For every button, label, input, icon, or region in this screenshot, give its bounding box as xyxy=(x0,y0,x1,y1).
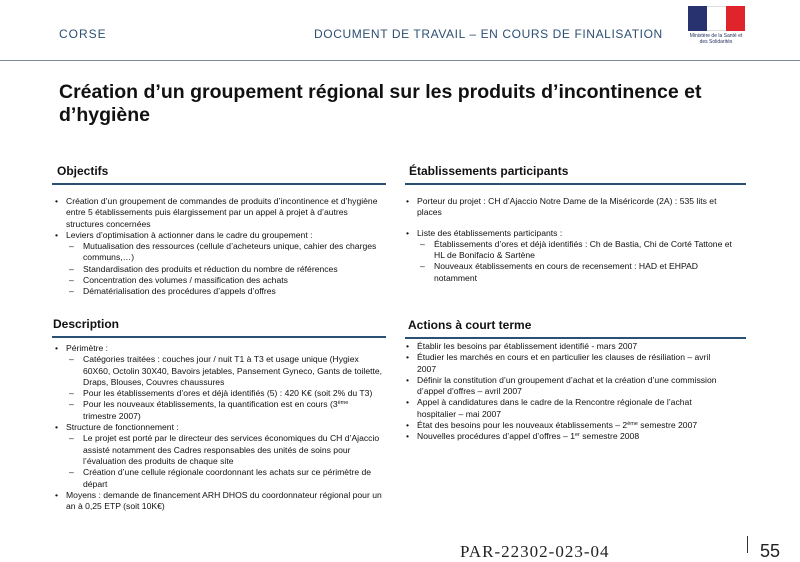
list-item-text: Nouveaux établissements en cours de recensement : HAD et EHPAD notamment xyxy=(434,261,698,283)
list-item xyxy=(54,490,384,513)
section-rule-description xyxy=(52,336,386,338)
list-item xyxy=(405,420,730,431)
list-item xyxy=(405,352,730,375)
list-item-text: Nouvelles procédures d’appel d’offres – 1 xyxy=(417,431,575,442)
list-item xyxy=(54,230,386,241)
list-spacer xyxy=(405,219,740,228)
header-divider xyxy=(0,60,800,61)
list-item xyxy=(405,341,730,352)
section-rule-etablissements xyxy=(405,183,746,185)
list-item-text: Catégories traitées : couches jour / nuit T1 à T3 et usage unique (Hygiex 60X60, Octolin 30X40, Bavoirs jetables, Pansement Gyneco, Gants de toilette, Draps, Blouses, Couvres chaussures xyxy=(83,354,383,387)
list-item-text-tail: semestre 2007 xyxy=(637,420,698,431)
section-rule-actions xyxy=(405,337,746,339)
ministry-logo xyxy=(686,6,746,58)
list-item xyxy=(405,196,740,219)
list-item xyxy=(54,286,386,297)
french-flag-icon xyxy=(688,6,745,31)
list-item-text: Pour les établissements d’ores et déjà identifiés (5) : 420 K€ (soit 2% du T3) xyxy=(83,388,373,399)
superscript: ème xyxy=(337,400,349,407)
header-region: CORSE xyxy=(59,27,107,41)
list-item-text: Pour les nouveaux établissements, la quantification est en cours (3 xyxy=(83,399,338,410)
list-item-text: Mutualisation des ressources (cellule d’acheteurs unique, cahier des charges communs,…) xyxy=(83,241,377,263)
list-item-text: Concentration des volumes / massification des achats xyxy=(83,275,288,286)
list-item-text: Création d’une cellule régionale coordonnant les achats sur ce périmètre de départ xyxy=(83,467,372,489)
actions-list xyxy=(405,341,730,443)
list-item xyxy=(405,261,740,284)
list-item-text: Périmètre : xyxy=(66,343,109,353)
description-list xyxy=(54,343,384,512)
list-item-text: Établissements d’ores et déjà identifiés : Ch de Bastia, Chi de Corté Tattone et HL de Bonifacio & Sartène xyxy=(434,238,732,261)
list-item xyxy=(54,196,386,230)
superscript: ème xyxy=(627,421,638,428)
page-title: Création d’un groupement régional sur les produits d’incontinence et d’hygiène xyxy=(59,81,702,126)
list-item xyxy=(54,343,384,354)
list-item xyxy=(54,275,386,286)
list-item-text: Dématérialisation des procédures d’appels d’offres xyxy=(83,286,276,297)
list-item xyxy=(54,241,386,264)
section-title-objectifs: Objectifs xyxy=(57,164,109,178)
list-item-text: Établir les besoins par établissement identifié - mars 2007 xyxy=(417,341,638,351)
footer-divider xyxy=(747,536,748,553)
list-item-text: État des besoins pour les nouveaux établissements – 2 xyxy=(417,420,628,431)
superscript: er xyxy=(574,432,580,439)
list-item-text: Liste des établissements participants : xyxy=(417,227,563,238)
list-item-text-tail: trimestre 2007) xyxy=(83,410,141,421)
list-item xyxy=(405,397,730,420)
list-item xyxy=(405,431,730,442)
list-item xyxy=(54,467,384,490)
section-title-description: Description xyxy=(53,317,120,331)
list-item-text: Porteur du projet : CH d’Ajaccio Notre Dame de la Miséricorde (2A) : 535 lits et places xyxy=(417,196,717,218)
list-item xyxy=(54,399,384,422)
list-item-text: Le projet est porté par le directeur des services économiques du CH d’Ajaccio assisté notamment des Cadres responsables des unités de soins pour l’évaluation des produits de chaque site xyxy=(83,433,380,466)
document-code: PAR-22302-023-04 xyxy=(460,542,610,561)
list-item xyxy=(54,388,384,399)
page-number: 55 xyxy=(760,541,781,561)
list-item-text-tail: semestre 2008 xyxy=(579,431,640,442)
list-item-text: Définir la constitution d’un groupement d’achat et la création d’une commission d’appel d’offres – avril 2007 xyxy=(417,374,717,397)
list-item-text: Leviers d’optimisation à actionner dans le cadre du groupement : xyxy=(66,229,313,240)
section-title-actions: Actions à court terme xyxy=(408,318,532,332)
section-title-etablissements: Établissements participants xyxy=(409,164,569,178)
logo-text: Ministère de la Santé et des Solidarités xyxy=(689,33,743,45)
section-rule-objectifs xyxy=(52,183,386,185)
list-item xyxy=(54,354,384,388)
list-item-text: Standardisation des produits et réduction du nombre de références xyxy=(83,263,338,274)
list-item xyxy=(405,239,740,262)
list-item-text: Moyens : demande de financement ARH DHOS du coordonnateur régional pour un an à 0,25 ETP (soit 10K€) xyxy=(66,489,382,512)
objectifs-list xyxy=(54,196,386,298)
list-item xyxy=(54,433,384,467)
list-item xyxy=(54,422,384,433)
etablissements-list xyxy=(405,196,740,284)
list-item-text: Création d’un groupement de commandes de produits d’incontinence et d’hygiène entre 5 établissements puis élargissement par un appel à projet à d’autres structures concernées xyxy=(66,196,378,229)
list-item xyxy=(54,264,386,275)
list-item-text: Étudier les marchés en cours et en particulier les clauses de résiliation – avril 2007 xyxy=(417,352,711,374)
list-item-text: Structure de fonctionnement : xyxy=(66,422,179,433)
list-item-text: Appel à candidatures dans le cadre de la Rencontre régionale de l’achat hospitalier – mai 2007 xyxy=(417,397,692,419)
header-status: DOCUMENT DE TRAVAIL – EN COURS DE FINALISATION xyxy=(314,27,663,41)
list-item xyxy=(405,375,730,398)
list-item xyxy=(405,228,740,239)
